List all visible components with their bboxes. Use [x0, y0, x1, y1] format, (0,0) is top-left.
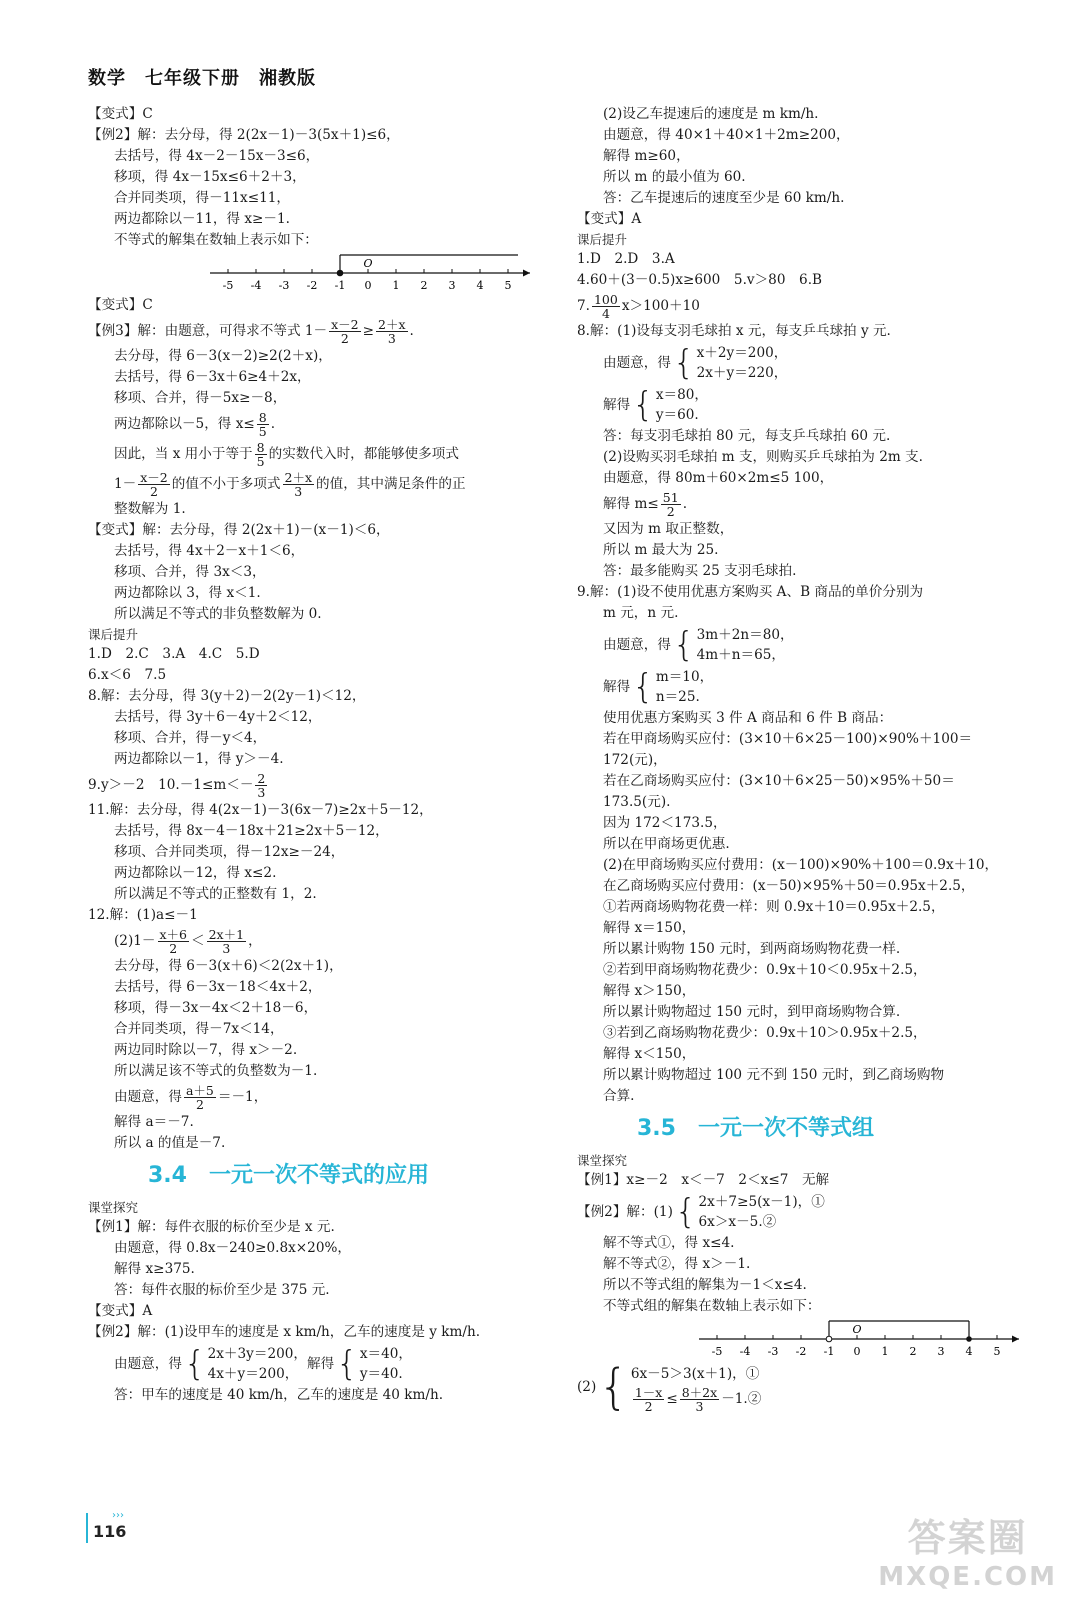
- denominator: 2: [169, 940, 178, 956]
- equation-system: [673, 1192, 825, 1232]
- tick-label: 4: [476, 279, 484, 292]
- text-line: 所以 a 的值是－7.: [114, 1135, 226, 1151]
- denominator: 3: [695, 1398, 704, 1414]
- text-line: 1.D 2.D 3.A: [577, 251, 675, 267]
- numerator: x＋6: [159, 926, 188, 942]
- system-line: [631, 1362, 762, 1386]
- text-line: 【变式】解：去分母，得 2(2x＋1)－(x－1)＜6，: [88, 522, 390, 538]
- system-line: n＝25.: [655, 689, 700, 705]
- text-line: 解得 x＞150，: [603, 983, 696, 999]
- denominator: 5: [258, 423, 267, 439]
- text-line: 若在乙商场购买应付：(3×10＋6×25－50)×95%＋50＝: [603, 773, 955, 789]
- text-line: 去括号，得 6－3x＋6≥4＋2x，: [114, 369, 311, 385]
- page-number-marker: ›››: [112, 1510, 124, 1521]
- math-line: [577, 489, 1022, 519]
- system-lines: [656, 385, 708, 425]
- text-line: (2)在甲商场购买应付费用：(x－100)×90%＋100＝0.9x＋10，: [603, 857, 999, 873]
- text-line: 解得 m≥60，: [603, 148, 690, 164]
- system-lines: [699, 1192, 825, 1232]
- brace: {: [183, 1344, 206, 1384]
- text-line: 所以累计购物超过 150 元时，到甲商场购物合算.: [603, 1004, 901, 1020]
- fraction: [158, 928, 190, 955]
- fraction: [255, 772, 267, 799]
- equation-system: [630, 667, 713, 707]
- fraction: [283, 471, 315, 498]
- origin-label: O: [852, 1323, 862, 1336]
- text-line: 解得 x＜150，: [603, 1046, 696, 1062]
- text-line: 所以 m 最大为 25.: [603, 542, 719, 558]
- tick-label: -4: [739, 1345, 751, 1358]
- text-line: 合并同类项，得－11x≤11，: [114, 190, 290, 206]
- numerator: 2x＋1: [208, 926, 245, 942]
- tick-label: 1: [392, 279, 400, 292]
- text-line: 又因为 m 取正整数，: [603, 521, 734, 537]
- math-line: [88, 926, 520, 956]
- text-line: 使用优惠方案购买 3 件 A 商品和 6 件 B 商品：: [603, 710, 893, 726]
- text-line: 所以满足不等式的非负整数解为 0.: [114, 606, 322, 622]
- text-line: 去分母，得 6－3(x－2)≥2(2＋x)，: [114, 348, 332, 364]
- equation-system: [334, 1344, 412, 1384]
- text-line: 【例1】x≥－2 x＜－7 2＜x≤7 无解: [577, 1172, 830, 1188]
- text-line: 不等式组的解集在数轴上表示如下：: [603, 1298, 821, 1314]
- text-line: 答：每件衣服的标价至少是 375 元.: [114, 1282, 330, 1298]
- system-line: 3m＋2n＝80，: [696, 627, 794, 643]
- text-span: －1.②: [721, 1391, 762, 1407]
- fraction: [138, 471, 170, 498]
- text-span: 两边都除以－5，得 x≤: [114, 415, 255, 432]
- text-line: 两边都除以－1，得 y＞－4.: [114, 751, 284, 767]
- tick-label: 2: [420, 279, 428, 292]
- tick-label: -3: [278, 279, 290, 292]
- math-line: [88, 770, 520, 800]
- page-number: 116: [93, 1522, 127, 1541]
- axis-arrow: [523, 270, 530, 277]
- text-line: 两边都除以 3，得 x＜1.: [114, 585, 261, 601]
- text-span: ≤: [666, 1391, 678, 1407]
- section-heading: 课堂探究: [577, 1153, 628, 1168]
- math-line: [577, 1361, 1022, 1413]
- tick-label: 0: [853, 1345, 861, 1358]
- math-line: [88, 1082, 520, 1112]
- text-line: 移项、合并同类项，得－12x≥－24，: [114, 844, 345, 860]
- system-line: x＝40，: [359, 1346, 412, 1362]
- text-line: 所以满足该不等式的负整数为－1.: [114, 1063, 318, 1079]
- text-span: .: [409, 322, 414, 339]
- section-heading: 课后提升: [577, 232, 628, 247]
- text-line: (2)设乙车提速后的速度是 m km/h.: [603, 106, 819, 122]
- text-span: ＜: [191, 932, 205, 949]
- page-header: 数学 七年级下册 湘教版: [88, 68, 316, 89]
- tick-label: -3: [767, 1345, 779, 1358]
- fraction: [633, 1386, 665, 1413]
- math-line: [88, 469, 520, 499]
- tick-label: 5: [504, 279, 512, 292]
- text-span: 的值不小于多项式: [171, 475, 281, 492]
- text-line: 172(元)，: [603, 752, 667, 768]
- text-line: 【变式】C: [88, 106, 153, 122]
- origin-label: O: [363, 257, 373, 270]
- system-lines: [697, 625, 794, 665]
- text-span: ，: [248, 932, 262, 949]
- tick-label: 4: [965, 1345, 973, 1358]
- text-line: 4.60＋(3－0.5)x≥600 5.v＞80 6.B: [577, 272, 823, 288]
- text-line: ③若到乙商场购物花费少：0.9x＋10＞0.95x＋2.5，: [603, 1025, 927, 1041]
- fraction: [255, 441, 267, 468]
- fraction: [680, 1386, 719, 1413]
- text-span: (2)1－: [114, 932, 156, 949]
- text-line: 【例1】解：每件衣服的标价至少是 x 元.: [88, 1219, 335, 1235]
- text-span: 由题意，得: [114, 1088, 182, 1105]
- text-span: 由题意，得: [114, 1355, 182, 1372]
- range-end-point: [966, 1336, 972, 1342]
- fraction: [661, 491, 681, 518]
- text-line: 12.解：(1)a≤－1: [88, 907, 198, 923]
- denominator: 3: [257, 784, 266, 800]
- denominator: 3: [294, 483, 303, 499]
- text-line: 去括号，得 6－3x－18＜4x＋2，: [114, 979, 322, 995]
- math-line: [577, 666, 1022, 708]
- text-line: 所以在甲商场更优惠.: [603, 836, 730, 852]
- tick-label: 1: [881, 1345, 889, 1358]
- chapter-title: 3.4 一元一次不等式的应用: [148, 1163, 429, 1188]
- system-lines: [631, 1362, 762, 1413]
- math-line: [88, 316, 520, 346]
- text-line: 所以不等式组的解集为－1＜x≤4.: [603, 1277, 807, 1293]
- text-line: 【变式】A: [88, 1303, 153, 1319]
- numerator: 2＋x: [284, 469, 313, 485]
- text-line: 去括号，得 3y＋6－4y＋2＜12，: [114, 709, 322, 725]
- text-line: 若在甲商场购买应付：(3×10＋6×25－100)×90%＋100＝: [603, 731, 973, 747]
- text-line: 因为 172＜173.5，: [603, 815, 727, 831]
- brace: {: [598, 1359, 629, 1415]
- system-line: 6x＞x－5.②: [698, 1214, 777, 1230]
- fraction: [329, 318, 361, 345]
- text-span: 7.: [577, 297, 590, 314]
- math-line: [577, 384, 1022, 426]
- math-line: [577, 342, 1022, 384]
- brace: {: [672, 343, 695, 383]
- text-line: m 元，n 元.: [603, 605, 679, 621]
- text-line: 173.5(元).: [603, 794, 671, 810]
- text-line: 两边都除以－11，得 x≥－1.: [114, 211, 290, 227]
- text-line: 解得 x≥375.: [114, 1261, 195, 1277]
- tick-label: -5: [711, 1345, 723, 1358]
- text-line: 移项、合并，得－5x≥－8，: [114, 390, 287, 406]
- brace: {: [632, 667, 654, 707]
- text-line: 8.解：(1)设每支羽毛球拍 x 元，每支乒乓球拍 y 元.: [577, 323, 891, 339]
- text-line: 【变式】A: [577, 211, 642, 227]
- system-line: [631, 1386, 762, 1413]
- math-line: [88, 1343, 520, 1385]
- text-span: 6x－5＞3(x＋1)，①: [630, 1365, 760, 1382]
- text-line: 答：每支羽毛球拍 80 元，每支乒乓球拍 60 元.: [603, 428, 891, 444]
- text-line: 去括号，得 8x－4－18x＋21≥2x＋5－12，: [114, 823, 389, 839]
- system-line: 4x＋y＝200，: [207, 1366, 299, 1382]
- tick-label: -2: [306, 279, 318, 292]
- text-line: 移项、合并，得 3x＜3，: [114, 564, 266, 580]
- system-line: m＝10，: [655, 669, 714, 685]
- text-span: x＞100＋10: [621, 297, 700, 314]
- tick-label: 0: [364, 279, 372, 292]
- numerator: 2: [257, 770, 266, 786]
- system-lines: [697, 343, 788, 383]
- numerator: 8＋2x: [681, 1384, 718, 1400]
- system-line: 4m＋n＝65，: [696, 647, 785, 663]
- text-span: 的值，其中满足条件的正: [316, 475, 466, 492]
- text-line: 移项、合并，得－y＜4，: [114, 730, 267, 746]
- numerator: x－2: [331, 316, 359, 332]
- text-span: 的实数代入时，都能够使多项式: [268, 445, 459, 462]
- text-span: 由题意，得: [603, 354, 671, 371]
- text-line: 答：甲车的速度是 40 km/h，乙车的速度是 40 km/h.: [114, 1387, 444, 1403]
- numerator: 51: [662, 489, 679, 505]
- math-line: [577, 291, 1022, 321]
- denominator: 3: [387, 330, 396, 346]
- denominator: 3: [222, 940, 231, 956]
- text-line: 整数解为 1.: [114, 501, 186, 517]
- text-line: 由题意，得 80m＋60×2m≤5 100，: [603, 470, 834, 486]
- text-line: 两边同时除以－7，得 x＞－2.: [114, 1042, 298, 1058]
- range-start-point: [337, 270, 343, 276]
- text-span: 解得 m≤: [603, 495, 659, 512]
- text-span: 解得: [603, 396, 631, 413]
- system-line: 2x＋3y＝200，: [207, 1346, 307, 1362]
- text-line: 去分母，得 6－3(x＋6)＜2(2x＋1)，: [114, 958, 343, 974]
- math-line: [577, 1191, 1022, 1233]
- text-line: 9.解：(1)设不使用优惠方案购买 A、B 商品的单价分别为: [577, 584, 924, 600]
- text-line: 两边都除以－12，得 x≤2.: [114, 865, 277, 881]
- numerator: 1－x: [634, 1384, 663, 1400]
- left-column: [88, 104, 520, 1406]
- denominator: 2: [644, 1398, 653, 1414]
- equation-system: [671, 625, 794, 665]
- text-line: 【变式】C: [88, 297, 153, 313]
- denominator: 2: [340, 330, 349, 346]
- text-line: 去括号，得 4x＋2－x＋1＜6，: [114, 543, 305, 559]
- text-span: .: [682, 495, 688, 512]
- denominator: 2: [666, 503, 675, 519]
- range-start-point: [826, 1336, 832, 1342]
- text-line: 所以 m 的最小值为 60.: [603, 169, 746, 185]
- number-line: [637, 1317, 1057, 1361]
- text-span: 解得: [603, 678, 631, 695]
- numerator: 2＋x: [378, 316, 406, 332]
- tick-label: 3: [448, 279, 456, 292]
- text-line: 移项，得 4x－15x≤6＋2＋3，: [114, 169, 306, 185]
- text-line: 合并同类项，得－7x＜14，: [114, 1021, 284, 1037]
- text-span: 由题意，得: [603, 636, 671, 653]
- equation-system: [182, 1344, 307, 1384]
- tick-label: 2: [909, 1345, 917, 1358]
- numerator: a＋5: [185, 1082, 214, 1098]
- text-span: ≥: [362, 322, 375, 339]
- watermark-url: MXQE.COM: [878, 1562, 1057, 1592]
- axis-arrow: [1012, 1336, 1019, 1343]
- section-heading: 课后提升: [88, 627, 139, 642]
- chapter-title: 3.5 一元一次不等式组: [637, 1116, 874, 1141]
- text-line: ①若两商场购物花费一样：则 0.9x＋10＝0.95x＋2.5，: [603, 899, 945, 915]
- text-line: ②若到甲商场购物花费少：0.9x＋10＜0.95x＋2.5，: [603, 962, 927, 978]
- watermark-logo-text: 答案圈: [907, 1516, 1028, 1560]
- text-line: 由题意，得 0.8x－240≥0.8x×20%，: [114, 1240, 351, 1256]
- fraction: [592, 293, 620, 320]
- text-line: 合算.: [603, 1088, 635, 1104]
- number-line: [148, 251, 568, 295]
- system-lines: [208, 1344, 307, 1384]
- text-line: 【例2】解：(1)设甲车的速度是 x km/h，乙车的速度是 y km/h.: [88, 1324, 481, 1340]
- text-line: 所以累计购物超过 100 元不到 150 元时，到乙商场购物: [603, 1067, 945, 1083]
- text-line: 6.x＜6 7.5: [88, 667, 167, 683]
- fraction: [376, 318, 408, 345]
- watermark: [878, 1507, 1057, 1592]
- system-lines: [360, 1344, 412, 1384]
- text-line: 所以满足不等式的正整数有 1，2.: [114, 886, 317, 902]
- denominator: 4: [601, 305, 610, 321]
- numerator: 8: [256, 439, 265, 455]
- system-lines: [656, 667, 713, 707]
- system-line: 2x＋y＝220，: [696, 365, 788, 381]
- number-line-figure: [577, 1317, 1022, 1361]
- text-line: 8.解：去分母，得 3(y＋2)－2(2y－1)＜12，: [88, 688, 366, 704]
- numerator: 8: [258, 409, 267, 425]
- text-line: 移项，得－3x－4x＜2＋18－6，: [114, 1000, 318, 1016]
- tick-label: -1: [334, 279, 346, 292]
- right-column: [577, 104, 1022, 1413]
- fraction: [184, 1084, 216, 1111]
- text-line: 解得 x＝150，: [603, 920, 696, 936]
- text-span: 9.y＞－2 10.－1≤m＜－: [88, 776, 254, 793]
- number-line-figure: [88, 251, 520, 295]
- brace: {: [674, 1192, 697, 1232]
- text-line: 不等式的解集在数轴上表示如下：: [114, 232, 318, 248]
- text-line: 解得 a＝－7.: [114, 1114, 194, 1130]
- text-line: 由题意，得 40×1＋40×1＋2m≥200，: [603, 127, 850, 143]
- inequality-system: [596, 1359, 762, 1415]
- text-line: 11.解：去分母，得 4(2x－1)－3(6x－7)≥2x＋5－12，: [88, 802, 433, 818]
- text-line: 【例2】解：去分母，得 2(2x－1)－3(5x＋1)≤6，: [88, 127, 400, 143]
- system-line: y＝60.: [655, 407, 699, 423]
- tick-label: -4: [250, 279, 262, 292]
- denominator: 2: [150, 483, 158, 499]
- text-span: 因此，当 x 用小于等于: [114, 445, 253, 462]
- math-line: [88, 409, 520, 439]
- equation-system: [671, 343, 787, 383]
- text-span: (2): [577, 1378, 597, 1395]
- text-line: 去括号，得 4x－2－15x－3≤6，: [114, 148, 320, 164]
- numerator: 100: [593, 291, 618, 307]
- text-span: 解得: [306, 1355, 335, 1372]
- text-line: 解不等式②，得 x＞－1.: [603, 1256, 751, 1272]
- text-line: 答：最多能购买 25 支羽毛球拍.: [603, 563, 797, 579]
- equation-system: [630, 385, 708, 425]
- math-line: [577, 624, 1022, 666]
- text-line: (2)设购买羽毛球拍 m 支，则购买乒乓球拍为 2m 支.: [603, 449, 923, 465]
- text-span: 【例2】解：(1): [577, 1203, 673, 1220]
- text-line: 在乙商场购买应付费用：(x－50)×95%＋50＝0.95x＋2.5，: [603, 878, 975, 894]
- fraction: [257, 411, 269, 438]
- system-line: x＋2y＝200，: [696, 345, 788, 361]
- section-heading: 课堂探究: [88, 1200, 139, 1215]
- math-line: [88, 439, 520, 469]
- tick-label: 5: [993, 1345, 1001, 1358]
- numerator: x－2: [140, 469, 168, 485]
- text-span: 【例3】解：由题意，可得求不等式 1－: [88, 322, 328, 339]
- system-line: y＝40.: [359, 1366, 403, 1382]
- brace: {: [336, 1344, 358, 1384]
- text-line: 所以累计购物 150 元时，到两商场购物花费一样.: [603, 941, 901, 957]
- page-number-bar: [86, 1513, 88, 1543]
- tick-label: -2: [795, 1345, 807, 1358]
- text-span: 1－: [114, 475, 137, 492]
- system-line: 2x＋7≥5(x－1)，①: [698, 1194, 825, 1210]
- system-line: x＝80，: [655, 387, 708, 403]
- tick-label: 3: [937, 1345, 945, 1358]
- brace: {: [672, 625, 695, 665]
- text-span: .: [270, 415, 276, 432]
- fraction: [207, 928, 246, 955]
- denominator: 2: [195, 1096, 204, 1112]
- tick-label: -5: [222, 279, 234, 292]
- text-line: 答：乙车提速后的速度至少是 60 km/h.: [603, 190, 845, 206]
- text-line: 1.D 2.C 3.A 4.C 5.D: [88, 646, 260, 662]
- denominator: 5: [256, 453, 265, 469]
- tick-label: -1: [823, 1345, 835, 1358]
- brace: {: [632, 385, 654, 425]
- text-line: 解不等式①，得 x≤4.: [603, 1235, 735, 1251]
- text-span: ＝－1，: [217, 1088, 268, 1105]
